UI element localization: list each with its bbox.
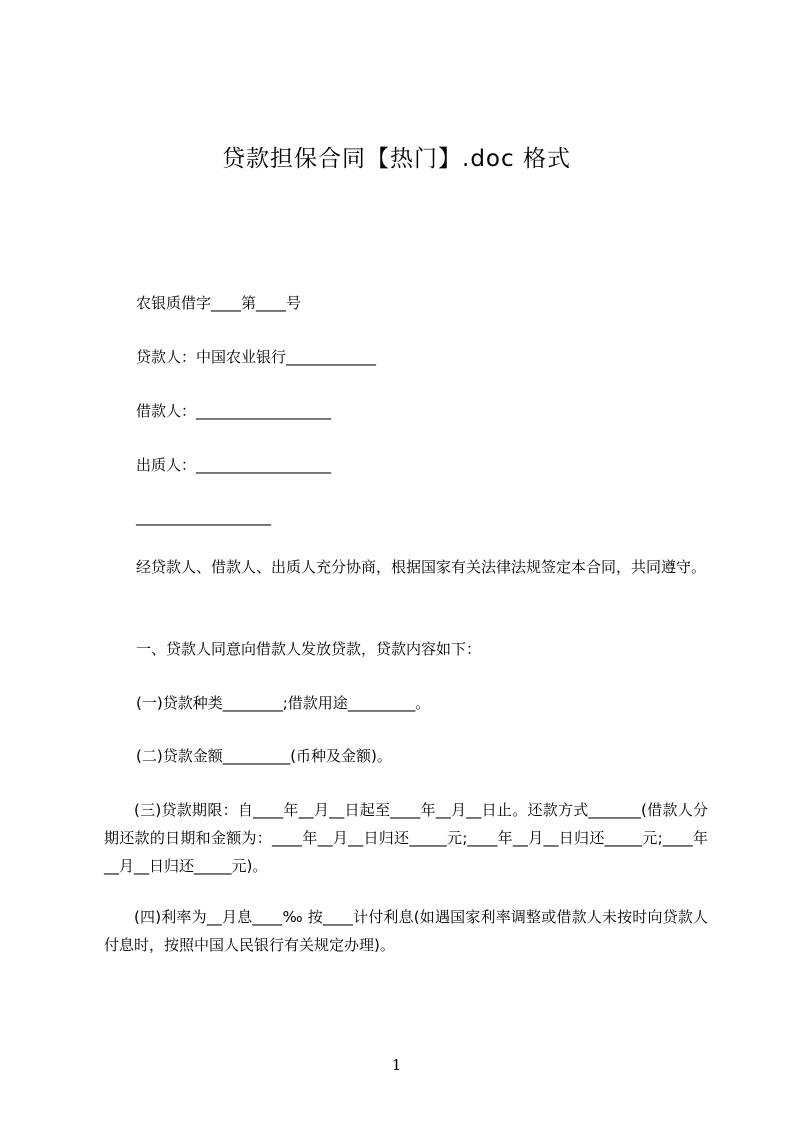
document-title: 贷款担保合同【热门】.doc 格式 xyxy=(222,146,571,172)
intro-text: 经贷款人、借款人、出质人充分协商，根据国家有关法律法规签定本合同，共同遵守。 xyxy=(136,558,707,576)
intro-paragraph xyxy=(104,553,708,581)
item-4-paragraph xyxy=(104,903,708,959)
contract-number: 农银质借字____第____号 xyxy=(136,294,302,312)
page-number: 1 xyxy=(391,1056,402,1074)
item-3-paragraph xyxy=(104,796,708,880)
lender-line: 贷款人：中国农业银行____________ xyxy=(136,348,377,366)
section-1-heading: 一、贷款人同意向借款人发放贷款，贷款内容如下： xyxy=(136,640,482,658)
blank-line: __________________ xyxy=(136,508,271,526)
item-1: (一)贷款种类________;借款用途_________。 xyxy=(136,694,431,712)
borrower-line: 借款人：__________________ xyxy=(136,402,332,420)
item-2: (二)贷款金额_________(币种及金额)。 xyxy=(136,747,392,765)
item-4: (四)利率为__月息____‰ 按____计付利息(如遇国家利率调整或借款人未按时向贷款人付息时，按照中国人民银行有关规定办理)。 xyxy=(104,908,708,954)
pledgor-line: 出质人：__________________ xyxy=(136,456,332,474)
item-3: (三)贷款期限：自____年__月__日起至____年__月__日止。还款方式_______(借款人分期还款的日期和金额为：____年__月__日归还_____元;____年__月__日归还_____元;____年__月__日归还_____元)。 xyxy=(104,801,708,875)
